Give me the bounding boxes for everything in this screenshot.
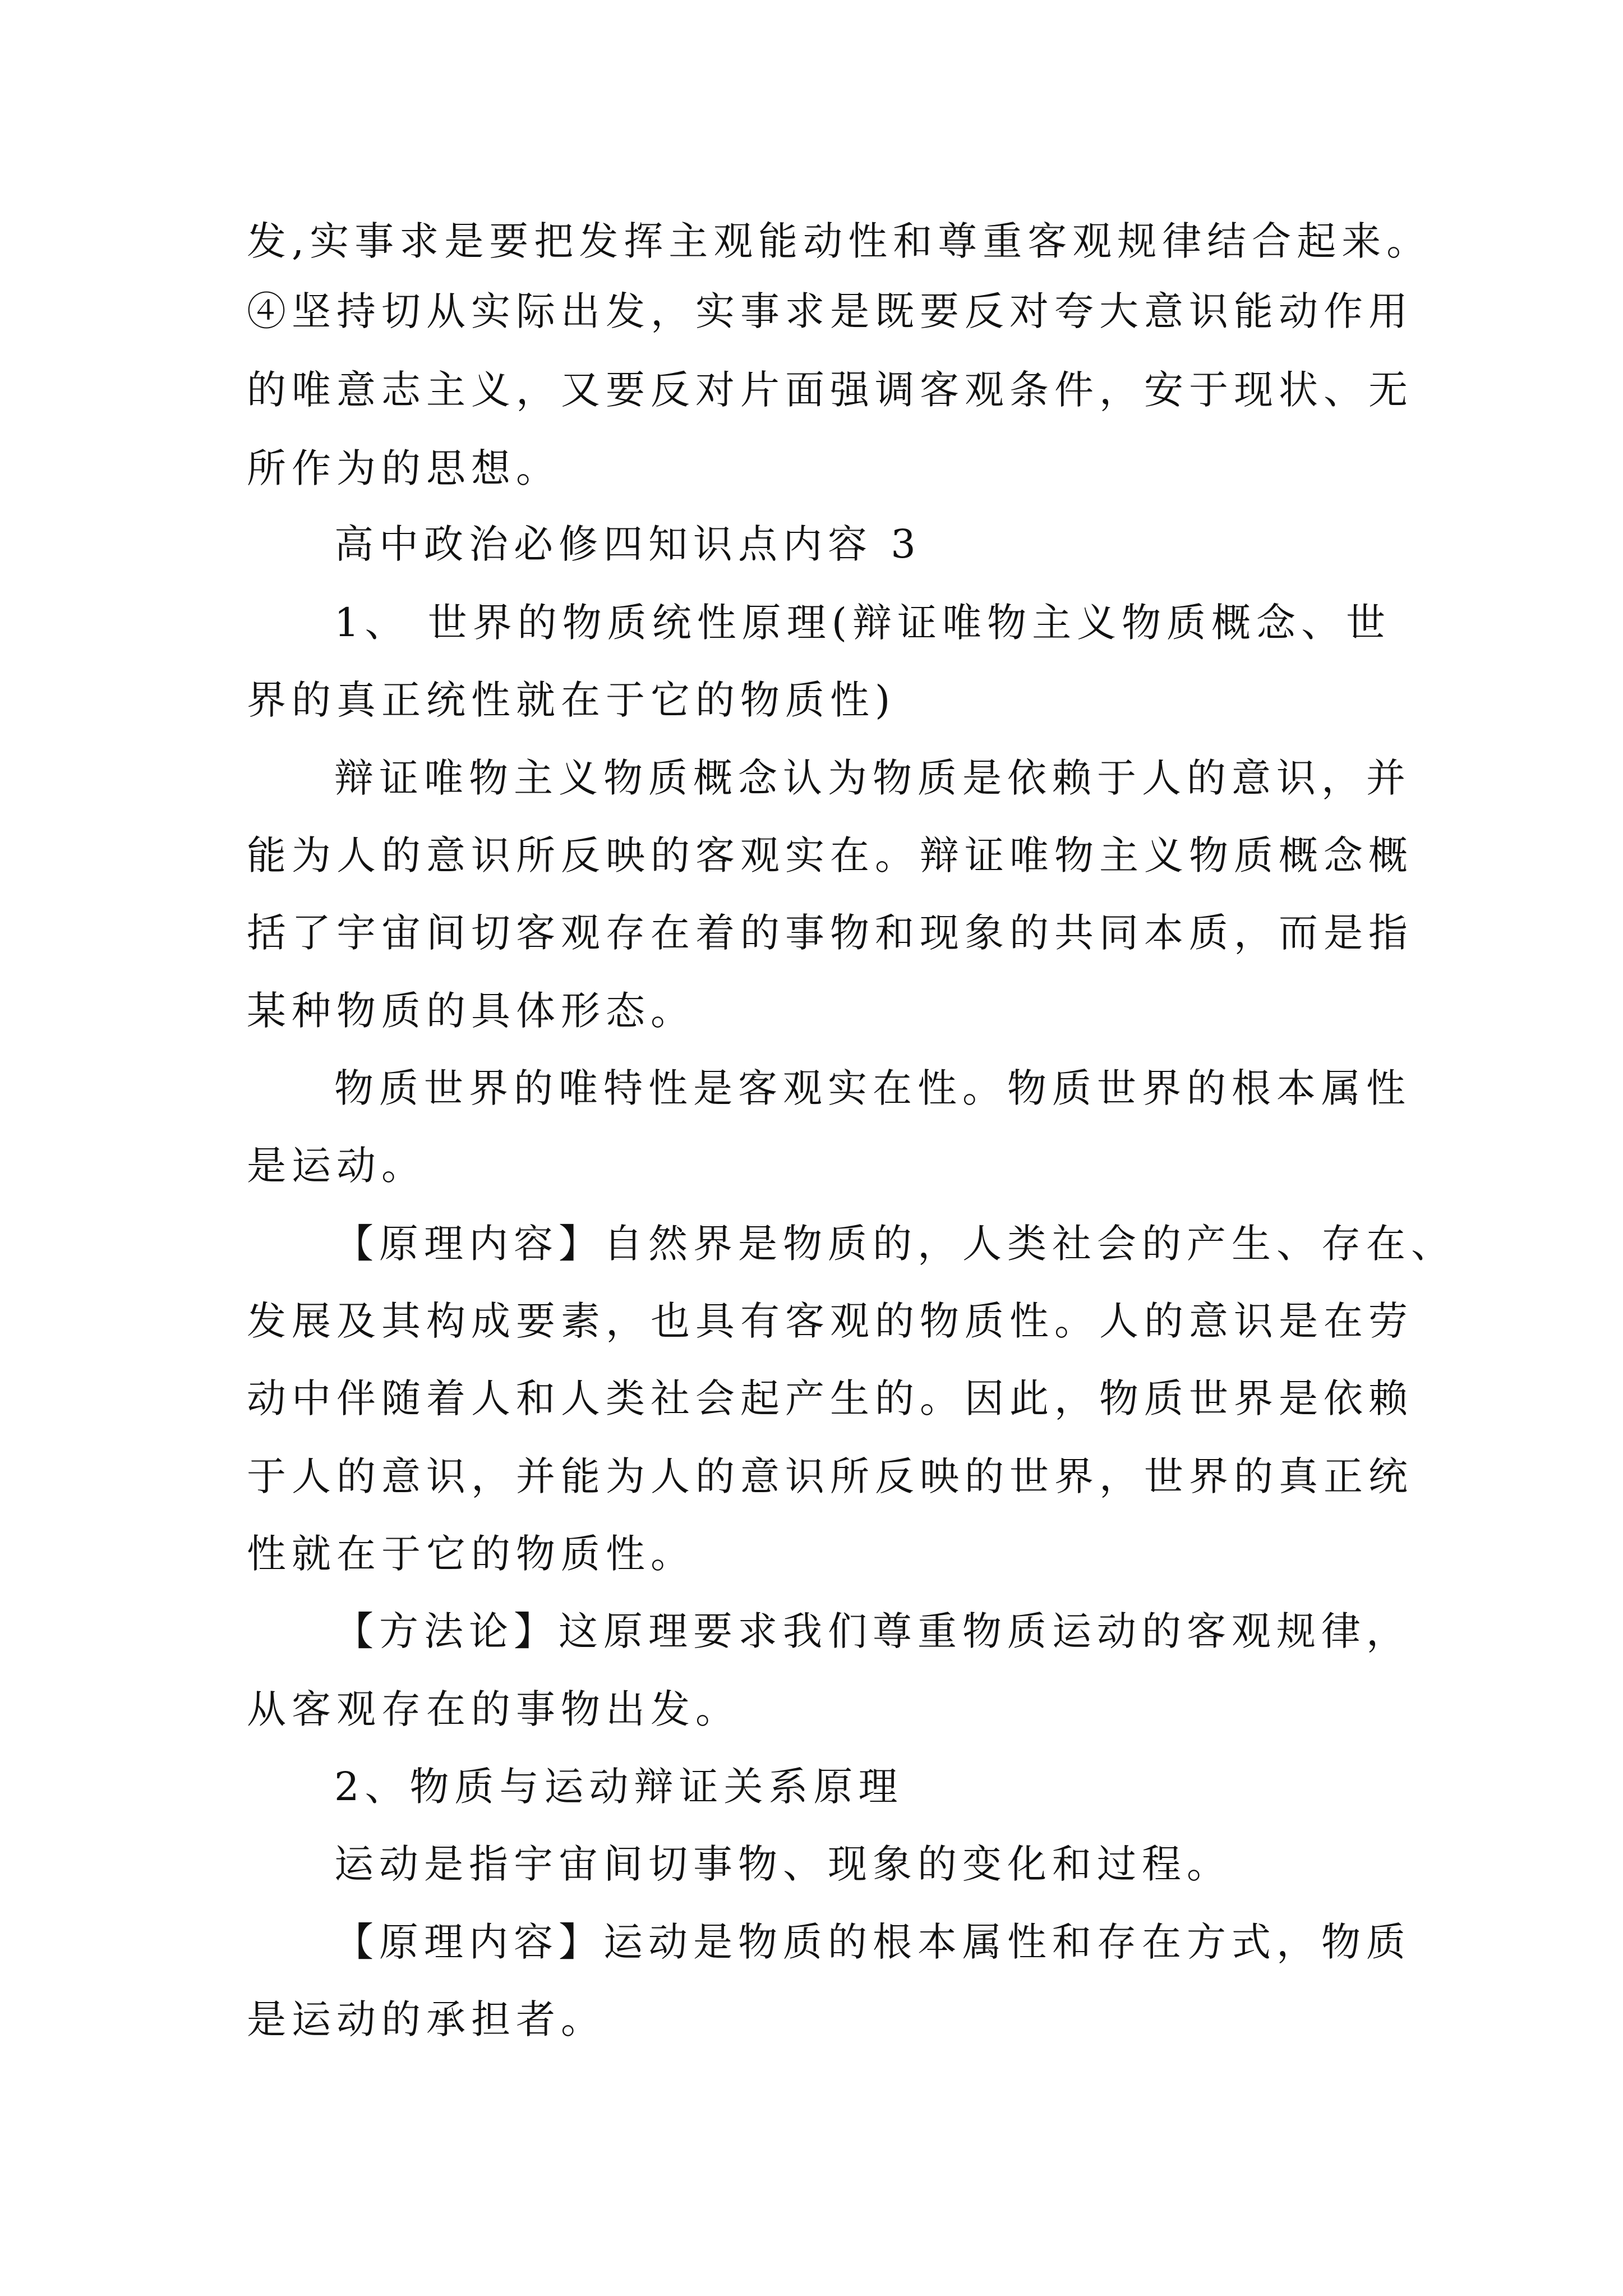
text-line: 是运动。 (247, 1143, 426, 1189)
text-line: 2、物质与运动辩证关系原理 (334, 1764, 903, 1810)
text-line: 动中伴随着人和人类社会起产生的。因此，物质世界是依赖 (247, 1375, 1413, 1421)
text-line: 辩证唯物主义物质概念认为物质是依赖于人的意识，并 (334, 755, 1411, 801)
section-heading: 高中政治必修四知识点内容 3 (334, 521, 921, 567)
text-line: 括了宇宙间切客观存在着的事物和现象的共同本质，而是指 (247, 910, 1413, 956)
text-line: 物质世界的唯特性是客观实在性。物质世界的根本属性 (334, 1065, 1411, 1111)
text-line: 从客观存在的事物出发。 (247, 1686, 740, 1732)
text-line: 1、 世界的物质统性原理(辩证唯物主义物质概念、世 (334, 600, 1391, 646)
text-line: 的唯意志主义，又要反对片面强调客观条件，安于现状、无 (247, 367, 1413, 413)
text-line: 是运动的承担者。 (247, 1996, 606, 2042)
text-line: 某种物质的具体形态。 (247, 988, 695, 1034)
text-line: 界的真正统性就在于它的物质性) (247, 677, 896, 723)
text-line: 【原理内容】自然界是物质的，人类社会的产生、存在、 (334, 1221, 1456, 1267)
text-line: 性就在于它的物质性。 (247, 1531, 695, 1577)
text-line: 于人的意识，并能为人的意识所反映的世界，世界的真正统 (247, 1453, 1413, 1499)
text-line: 发展及其构成要素，也具有客观的物质性。人的意识是在劳 (247, 1298, 1413, 1344)
text-line: 【原理内容】运动是物质的根本属性和存在方式，物质 (334, 1919, 1411, 1965)
text-line: 运动是指宇宙间切事物、现象的变化和过程。 (334, 1841, 1232, 1887)
text-line: ④坚持切从实际出发，实事求是既要反对夸大意识能动作用 (247, 288, 1413, 334)
text-line: 所作为的思想。 (247, 445, 561, 491)
text-line: 【方法论】这原理要求我们尊重物质运动的客观规律， (334, 1608, 1411, 1654)
text-line: 发,实事求是要把发挥主观能动性和尊重客观规律结合起来。 (247, 218, 1432, 264)
text-line: 能为人的意识所反映的客观实在。辩证唯物主义物质概念概 (247, 832, 1413, 878)
